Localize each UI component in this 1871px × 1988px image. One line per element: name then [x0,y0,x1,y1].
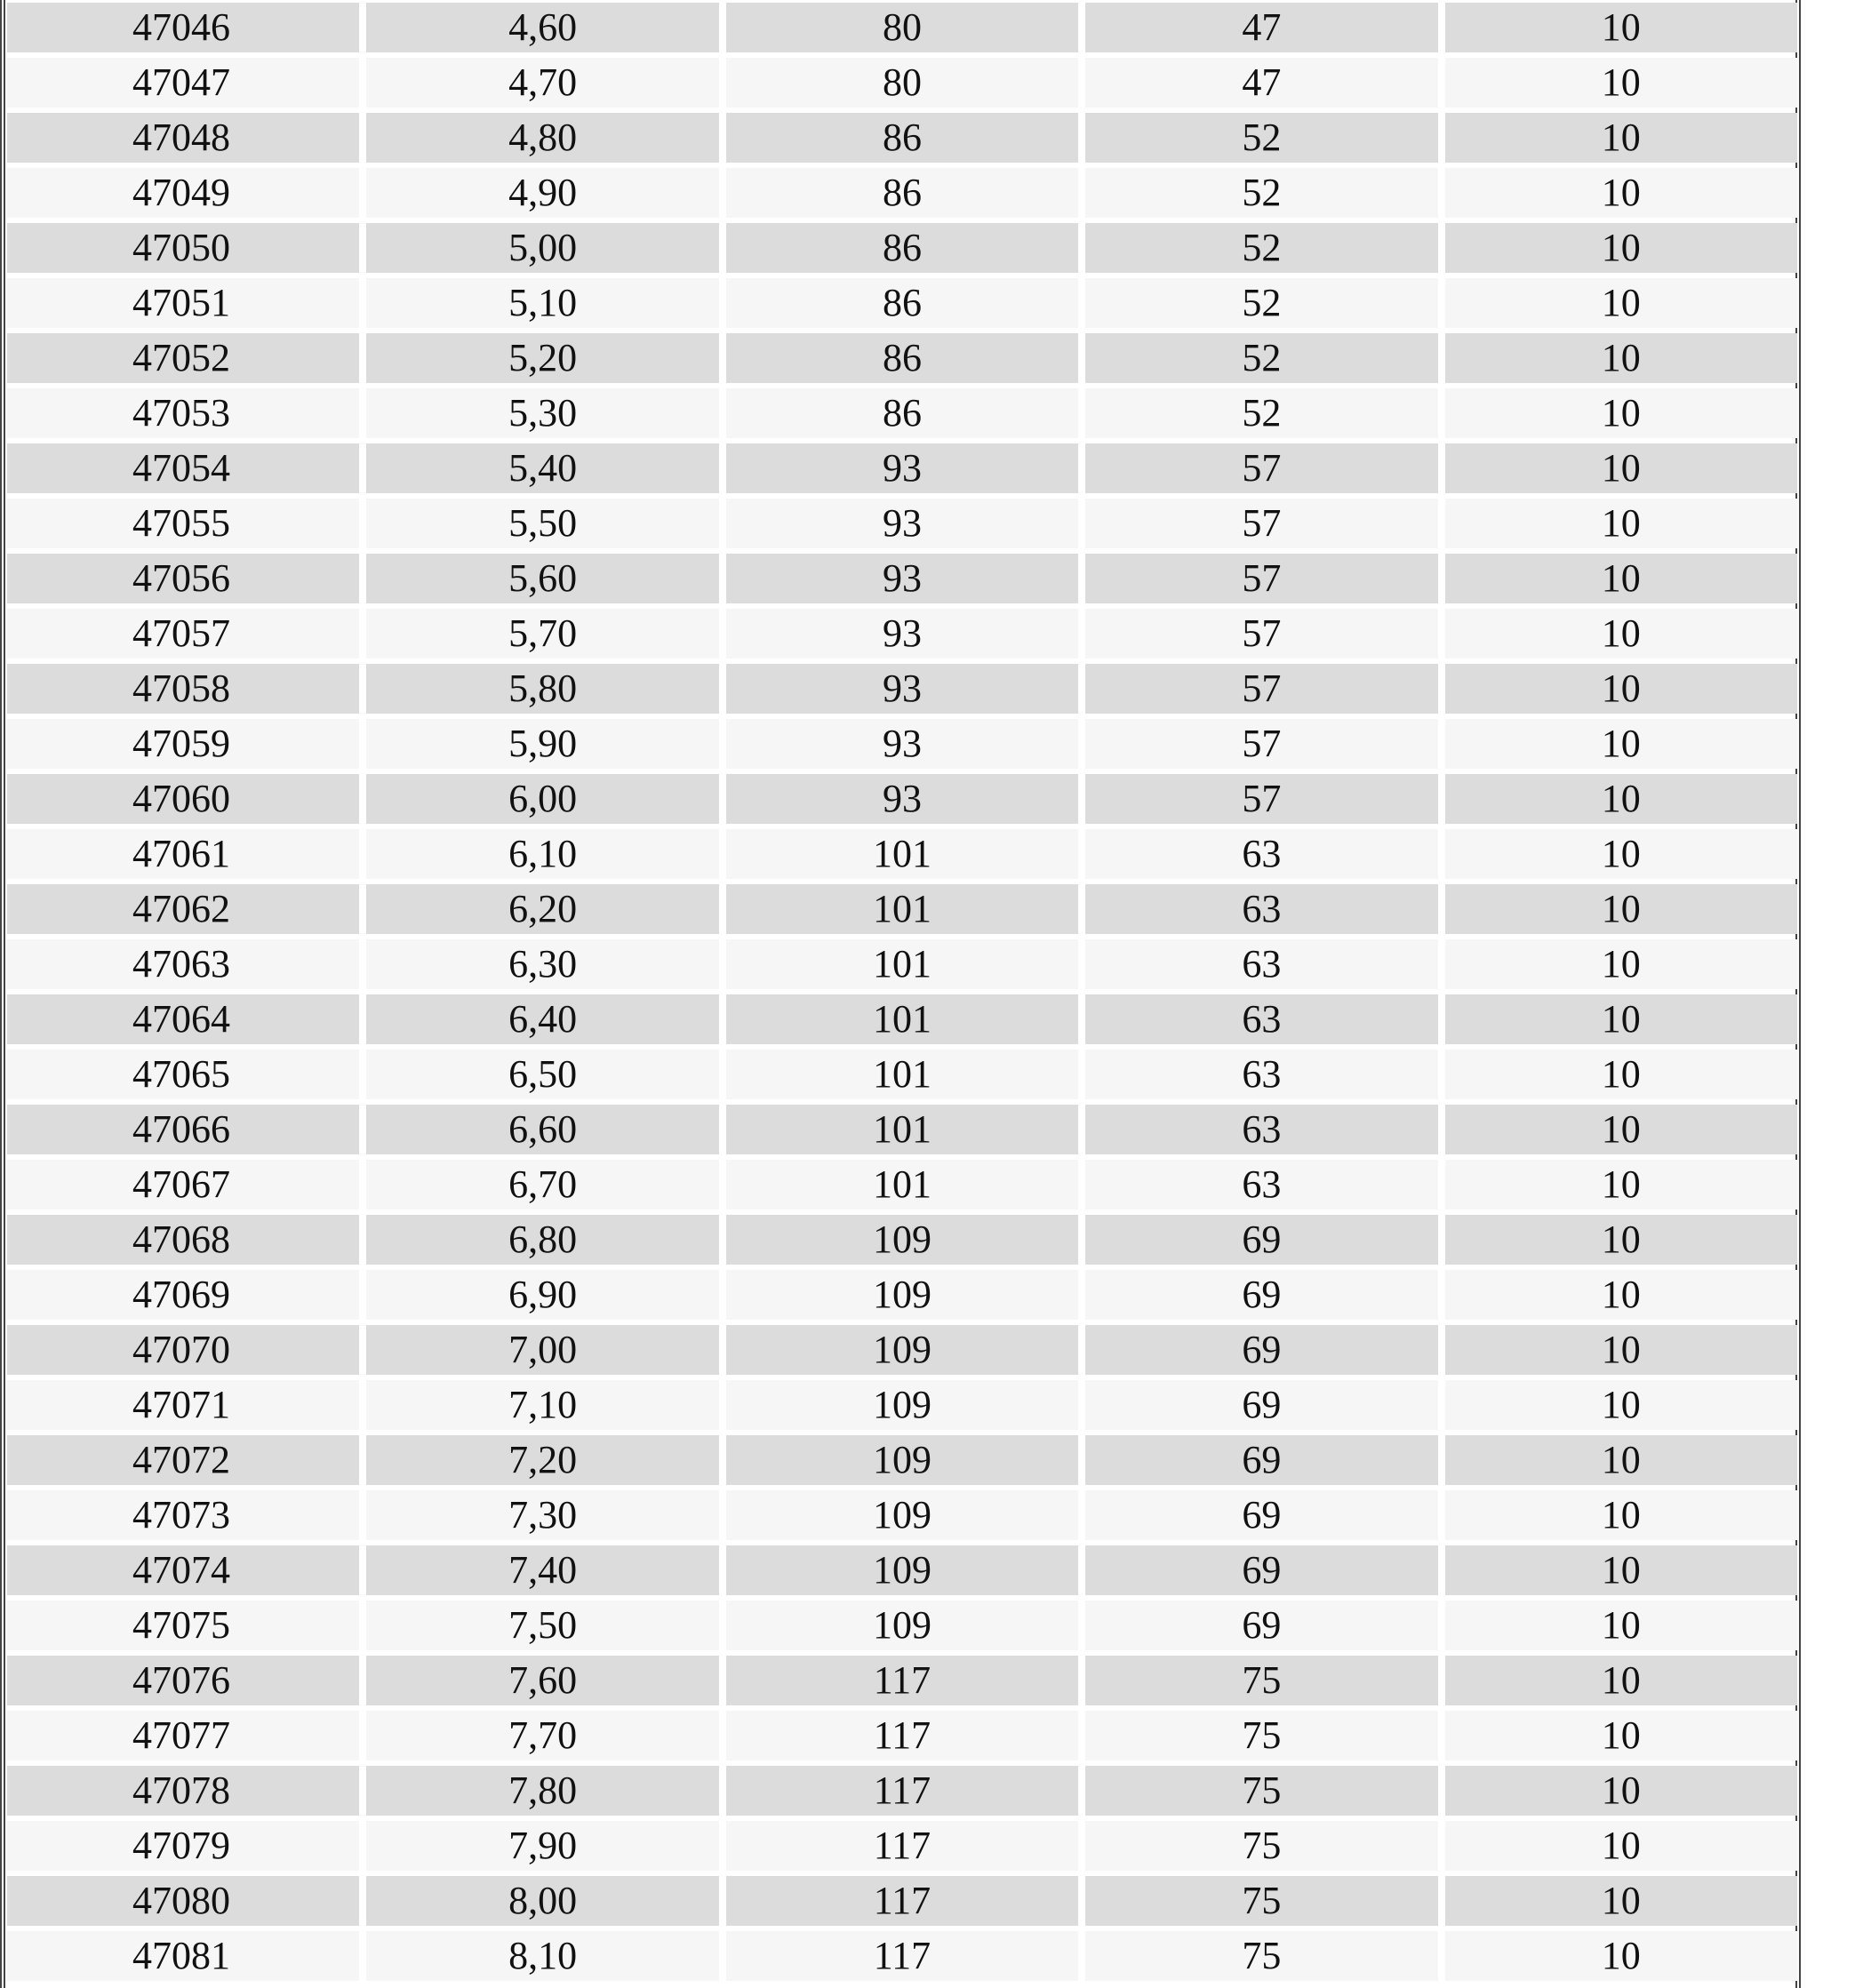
table-row [7,1215,1797,1265]
id-cell: 47057 [7,609,359,659]
table-row [7,1545,1797,1595]
value-b-cell: 47 [1085,3,1437,52]
value-a-cell: 86 [726,333,1078,383]
decimal-cell: 5,90 [366,719,718,769]
decimal-cell: 5,30 [366,388,718,438]
decimal-cell: 6,30 [366,939,718,989]
decimal-cell: 6,40 [366,994,718,1044]
value-b-cell: 63 [1085,884,1437,934]
id-cell: 47048 [7,113,359,163]
value-b-cell: 75 [1085,1766,1437,1816]
table-body [7,3,1797,1981]
table-row [7,1435,1797,1485]
value-a-cell: 109 [726,1435,1078,1485]
value-c-cell: 10 [1445,223,1797,273]
table-row [7,1270,1797,1320]
value-c-cell: 10 [1445,1380,1797,1430]
value-c-cell: 10 [1445,1931,1797,1981]
value-a-cell: 101 [726,1105,1078,1154]
value-c-cell: 10 [1445,1435,1797,1485]
decimal-cell: 8,10 [366,1931,718,1981]
value-a-cell: 93 [726,499,1078,548]
value-c-cell: 10 [1445,1545,1797,1595]
id-cell: 47067 [7,1160,359,1210]
table-row [7,1711,1797,1760]
value-b-cell: 69 [1085,1435,1437,1485]
table-row [7,719,1797,769]
value-c-cell: 10 [1445,1876,1797,1926]
value-a-cell: 117 [726,1656,1078,1705]
value-a-cell: 93 [726,719,1078,769]
value-c-cell: 10 [1445,388,1797,438]
value-b-cell: 69 [1085,1490,1437,1540]
decimal-cell: 6,10 [366,829,718,879]
id-cell: 47061 [7,829,359,879]
value-a-cell: 117 [726,1821,1078,1871]
decimal-cell: 7,00 [366,1325,718,1375]
decimal-cell: 5,10 [366,278,718,328]
value-a-cell: 93 [726,609,1078,659]
value-c-cell: 10 [1445,609,1797,659]
value-a-cell: 109 [726,1325,1078,1375]
value-a-cell: 117 [726,1766,1078,1816]
table-row [7,1821,1797,1871]
value-b-cell: 57 [1085,774,1437,824]
decimal-cell: 6,80 [366,1215,718,1265]
value-c-cell: 10 [1445,58,1797,108]
value-b-cell: 52 [1085,168,1437,218]
value-b-cell: 52 [1085,388,1437,438]
id-cell: 47053 [7,388,359,438]
value-a-cell: 117 [726,1711,1078,1760]
value-b-cell: 75 [1085,1656,1437,1705]
value-a-cell: 86 [726,223,1078,273]
value-b-cell: 52 [1085,278,1437,328]
table-row [7,884,1797,934]
value-b-cell: 57 [1085,554,1437,603]
value-b-cell: 75 [1085,1711,1437,1760]
table-row [7,1601,1797,1650]
value-a-cell: 101 [726,1050,1078,1099]
id-cell: 47080 [7,1876,359,1926]
decimal-cell: 4,80 [366,113,718,163]
table-row [7,58,1797,108]
value-b-cell: 57 [1085,443,1437,493]
value-a-cell: 86 [726,388,1078,438]
value-c-cell: 10 [1445,1160,1797,1210]
id-cell: 47079 [7,1821,359,1871]
table-row [7,1160,1797,1210]
value-b-cell: 63 [1085,1050,1437,1099]
value-c-cell: 10 [1445,1711,1797,1760]
value-b-cell: 63 [1085,939,1437,989]
table-row [7,829,1797,879]
value-b-cell: 69 [1085,1380,1437,1430]
value-a-cell: 117 [726,1931,1078,1981]
id-cell: 47076 [7,1656,359,1705]
value-b-cell: 69 [1085,1215,1437,1265]
decimal-cell: 5,40 [366,443,718,493]
value-b-cell: 63 [1085,829,1437,879]
table-row [7,1876,1797,1926]
table-row [7,1105,1797,1154]
id-cell: 47066 [7,1105,359,1154]
id-cell: 47065 [7,1050,359,1099]
id-cell: 47054 [7,443,359,493]
table-row [7,499,1797,548]
decimal-cell: 7,50 [366,1601,718,1650]
value-a-cell: 109 [726,1601,1078,1650]
id-cell: 47073 [7,1490,359,1540]
value-c-cell: 10 [1445,1766,1797,1816]
id-cell: 47062 [7,884,359,934]
value-c-cell: 10 [1445,1490,1797,1540]
value-b-cell: 52 [1085,333,1437,383]
value-a-cell: 101 [726,829,1078,879]
value-b-cell: 69 [1085,1601,1437,1650]
value-a-cell: 93 [726,554,1078,603]
value-c-cell: 10 [1445,443,1797,493]
value-a-cell: 109 [726,1380,1078,1430]
id-cell: 47070 [7,1325,359,1375]
value-c-cell: 10 [1445,774,1797,824]
table-row [7,1656,1797,1705]
decimal-cell: 7,30 [366,1490,718,1540]
value-c-cell: 10 [1445,939,1797,989]
id-cell: 47059 [7,719,359,769]
decimal-cell: 5,00 [366,223,718,273]
value-b-cell: 63 [1085,994,1437,1044]
id-cell: 47060 [7,774,359,824]
value-a-cell: 80 [726,3,1078,52]
decimal-cell: 7,80 [366,1766,718,1816]
id-cell: 47050 [7,223,359,273]
value-b-cell: 57 [1085,664,1437,714]
value-b-cell: 63 [1085,1105,1437,1154]
value-a-cell: 93 [726,664,1078,714]
value-c-cell: 10 [1445,1050,1797,1099]
value-a-cell: 86 [726,168,1078,218]
decimal-cell: 7,70 [366,1711,718,1760]
table-row [7,609,1797,659]
decimal-cell: 5,70 [366,609,718,659]
decimal-cell: 5,20 [366,333,718,383]
table-row [7,1380,1797,1430]
value-b-cell: 57 [1085,719,1437,769]
id-cell: 47064 [7,994,359,1044]
id-cell: 47049 [7,168,359,218]
id-cell: 47056 [7,554,359,603]
id-cell: 47046 [7,3,359,52]
value-c-cell: 10 [1445,719,1797,769]
decimal-cell: 4,60 [366,3,718,52]
table-row [7,1490,1797,1540]
table-row [7,994,1797,1044]
value-c-cell: 10 [1445,333,1797,383]
decimal-cell: 6,90 [366,1270,718,1320]
id-cell: 47051 [7,278,359,328]
table-row [7,1325,1797,1375]
value-a-cell: 109 [726,1270,1078,1320]
id-cell: 47077 [7,1711,359,1760]
value-b-cell: 57 [1085,609,1437,659]
table-row [7,774,1797,824]
decimal-cell: 6,60 [366,1105,718,1154]
value-a-cell: 101 [726,939,1078,989]
value-a-cell: 101 [726,884,1078,934]
table-row [7,1050,1797,1099]
decimal-cell: 4,70 [366,58,718,108]
decimal-cell: 8,00 [366,1876,718,1926]
id-cell: 47072 [7,1435,359,1485]
decimal-cell: 7,60 [366,1656,718,1705]
id-cell: 47071 [7,1380,359,1430]
value-a-cell: 86 [726,113,1078,163]
value-a-cell: 117 [726,1876,1078,1926]
value-c-cell: 10 [1445,884,1797,934]
value-c-cell: 10 [1445,499,1797,548]
decimal-cell: 7,40 [366,1545,718,1595]
value-c-cell: 10 [1445,168,1797,218]
value-c-cell: 10 [1445,554,1797,603]
value-a-cell: 101 [726,994,1078,1044]
table-row [7,3,1797,52]
value-a-cell: 93 [726,774,1078,824]
table-row [7,168,1797,218]
value-c-cell: 10 [1445,829,1797,879]
value-c-cell: 10 [1445,1270,1797,1320]
id-cell: 47058 [7,664,359,714]
value-a-cell: 80 [726,58,1078,108]
decimal-cell: 6,70 [366,1160,718,1210]
decimal-cell: 5,50 [366,499,718,548]
value-b-cell: 75 [1085,1931,1437,1981]
table-row [7,388,1797,438]
id-cell: 47074 [7,1545,359,1595]
table-row [7,113,1797,163]
table-row [7,664,1797,714]
value-a-cell: 109 [726,1490,1078,1540]
value-c-cell: 10 [1445,664,1797,714]
decimal-cell: 6,50 [366,1050,718,1099]
value-c-cell: 10 [1445,1656,1797,1705]
value-b-cell: 75 [1085,1876,1437,1926]
id-cell: 47052 [7,333,359,383]
value-c-cell: 10 [1445,1325,1797,1375]
value-a-cell: 93 [726,443,1078,493]
id-cell: 47078 [7,1766,359,1816]
value-c-cell: 10 [1445,113,1797,163]
value-b-cell: 63 [1085,1160,1437,1210]
id-cell: 47047 [7,58,359,108]
decimal-cell: 4,90 [366,168,718,218]
value-c-cell: 10 [1445,1105,1797,1154]
value-b-cell: 69 [1085,1545,1437,1595]
decimal-cell: 6,20 [366,884,718,934]
value-b-cell: 52 [1085,223,1437,273]
value-b-cell: 57 [1085,499,1437,548]
table-row [7,443,1797,493]
value-b-cell: 69 [1085,1270,1437,1320]
value-c-cell: 10 [1445,3,1797,52]
decimal-cell: 7,20 [366,1435,718,1485]
table-row [7,223,1797,273]
value-c-cell: 10 [1445,1821,1797,1871]
decimal-cell: 5,80 [366,664,718,714]
value-a-cell: 109 [726,1545,1078,1595]
id-cell: 47075 [7,1601,359,1650]
table-row [7,1766,1797,1816]
value-b-cell: 69 [1085,1325,1437,1375]
id-cell: 47081 [7,1931,359,1981]
id-cell: 47063 [7,939,359,989]
id-cell: 47068 [7,1215,359,1265]
value-c-cell: 10 [1445,1601,1797,1650]
value-b-cell: 47 [1085,58,1437,108]
decimal-cell: 5,60 [366,554,718,603]
table-row [7,939,1797,989]
decimal-cell: 7,10 [366,1380,718,1430]
table-row [7,278,1797,328]
value-c-cell: 10 [1445,278,1797,328]
value-b-cell: 75 [1085,1821,1437,1871]
decimal-cell: 6,00 [366,774,718,824]
value-a-cell: 86 [726,278,1078,328]
table-row [7,333,1797,383]
table-row [7,554,1797,603]
id-cell: 47069 [7,1270,359,1320]
value-c-cell: 10 [1445,1215,1797,1265]
value-a-cell: 109 [726,1215,1078,1265]
decimal-cell: 7,90 [366,1821,718,1871]
table-row [7,1931,1797,1981]
id-cell: 47055 [7,499,359,548]
value-a-cell: 101 [726,1160,1078,1210]
value-b-cell: 52 [1085,113,1437,163]
value-c-cell: 10 [1445,994,1797,1044]
